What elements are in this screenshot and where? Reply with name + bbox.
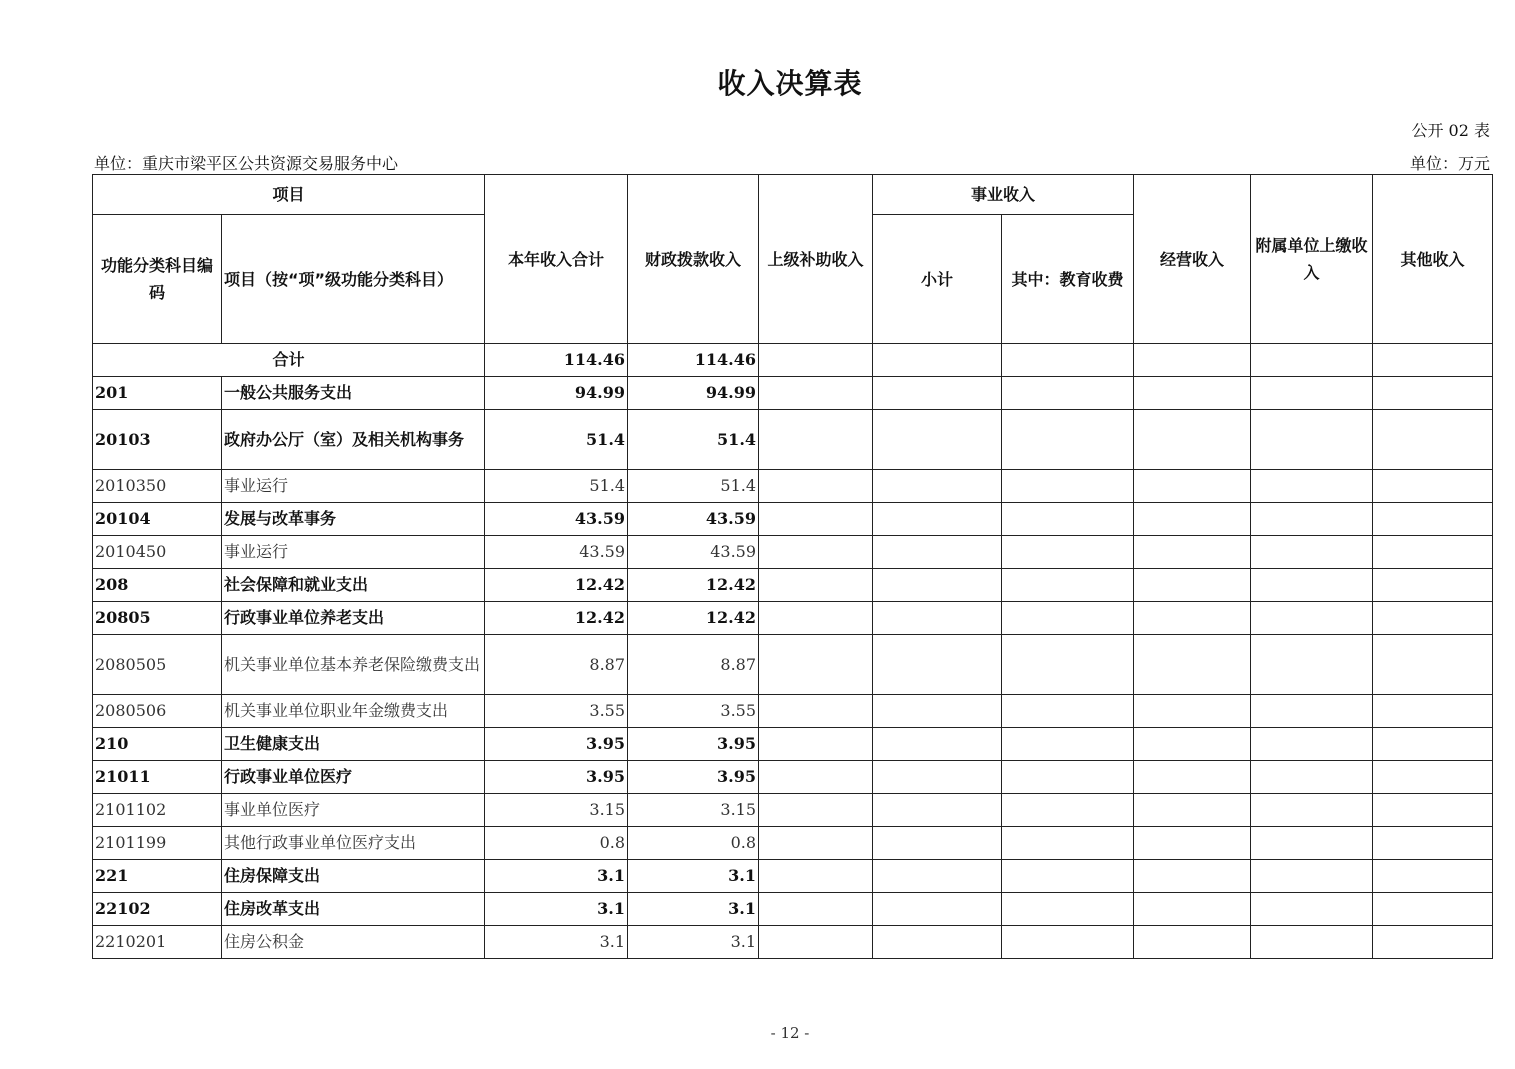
empty-cell xyxy=(1002,728,1134,761)
header-fiscal: 财政拨款收入 xyxy=(628,175,759,344)
empty-cell xyxy=(873,536,1002,569)
row-total-income: 12.42 xyxy=(485,569,628,602)
total-row xyxy=(93,344,1493,377)
header-other: 其他收入 xyxy=(1373,175,1493,344)
row-name: 机关事业单位职业年金缴费支出 xyxy=(222,695,485,728)
table-row xyxy=(93,602,1493,635)
empty-cell xyxy=(1373,635,1493,695)
table-row xyxy=(93,761,1493,794)
empty-cell xyxy=(1134,761,1251,794)
page-number: - 12 - xyxy=(770,1024,810,1042)
row-code: 21011 xyxy=(93,761,222,794)
row-name: 住房改革支出 xyxy=(222,893,485,926)
empty-cell xyxy=(1134,470,1251,503)
empty-cell xyxy=(1002,635,1134,695)
empty-cell xyxy=(1134,503,1251,536)
total-fiscal-value: 114.46 xyxy=(628,344,759,377)
row-fiscal: 43.59 xyxy=(628,536,759,569)
row-total-income: 3.95 xyxy=(485,728,628,761)
row-code: 2101102 xyxy=(93,794,222,827)
table-row xyxy=(93,410,1493,470)
empty-cell xyxy=(1373,377,1493,410)
empty-cell xyxy=(1134,893,1251,926)
row-name: 住房公积金 xyxy=(222,926,485,959)
empty-cell xyxy=(759,794,873,827)
row-code: 2210201 xyxy=(93,926,222,959)
empty-cell xyxy=(759,410,873,470)
empty-cell xyxy=(1134,926,1251,959)
row-name: 发展与改革事务 xyxy=(222,503,485,536)
row-fiscal: 3.95 xyxy=(628,728,759,761)
header-subtotal: 小计 xyxy=(873,215,1002,344)
row-code: 20103 xyxy=(93,410,222,470)
unit-organization: 单位：重庆市梁平区公共资源交易服务中心 xyxy=(94,154,399,173)
empty-cell xyxy=(1251,926,1373,959)
empty-cell xyxy=(873,470,1002,503)
empty-cell xyxy=(1002,860,1134,893)
empty-cell xyxy=(873,602,1002,635)
empty-cell xyxy=(873,860,1002,893)
empty-cell xyxy=(1134,569,1251,602)
empty-cell xyxy=(1251,893,1373,926)
empty-cell xyxy=(759,377,873,410)
empty-cell xyxy=(759,470,873,503)
row-name: 行政事业单位养老支出 xyxy=(222,602,485,635)
table-row xyxy=(93,695,1493,728)
empty-cell xyxy=(1251,728,1373,761)
row-fiscal: 43.59 xyxy=(628,503,759,536)
empty-cell xyxy=(1373,827,1493,860)
empty-cell xyxy=(1251,761,1373,794)
empty-cell xyxy=(873,635,1002,695)
empty-cell xyxy=(1373,503,1493,536)
empty-cell xyxy=(1134,827,1251,860)
row-total-income: 12.42 xyxy=(485,602,628,635)
empty-cell xyxy=(1251,860,1373,893)
empty-cell xyxy=(1251,470,1373,503)
empty-cell xyxy=(1373,860,1493,893)
empty-cell xyxy=(1002,410,1134,470)
row-total-income: 3.55 xyxy=(485,695,628,728)
empty-cell xyxy=(1002,761,1134,794)
empty-cell xyxy=(873,926,1002,959)
empty-cell xyxy=(873,410,1002,470)
row-total-income: 3.1 xyxy=(485,893,628,926)
table-row xyxy=(93,794,1493,827)
empty-cell xyxy=(873,827,1002,860)
table-row xyxy=(93,827,1493,860)
table-row xyxy=(93,893,1493,926)
header-total-income: 本年收入合计 xyxy=(485,175,628,344)
empty-cell xyxy=(1251,344,1373,377)
row-fiscal: 3.15 xyxy=(628,794,759,827)
empty-cell xyxy=(873,728,1002,761)
empty-cell xyxy=(1134,635,1251,695)
row-fiscal: 3.1 xyxy=(628,893,759,926)
empty-cell xyxy=(1251,827,1373,860)
empty-cell xyxy=(1002,602,1134,635)
row-fiscal: 3.1 xyxy=(628,926,759,959)
empty-cell xyxy=(1373,794,1493,827)
empty-cell xyxy=(759,536,873,569)
total-income-value: 114.46 xyxy=(485,344,628,377)
empty-cell xyxy=(1373,926,1493,959)
empty-cell xyxy=(1373,344,1493,377)
row-name: 事业单位医疗 xyxy=(222,794,485,827)
row-name: 一般公共服务支出 xyxy=(222,377,485,410)
row-name: 机关事业单位基本养老保险缴费支出 xyxy=(222,635,485,695)
row-fiscal: 51.4 xyxy=(628,470,759,503)
empty-cell xyxy=(1251,569,1373,602)
empty-cell xyxy=(1134,728,1251,761)
empty-cell xyxy=(759,344,873,377)
row-total-income: 3.1 xyxy=(485,860,628,893)
empty-cell xyxy=(759,728,873,761)
row-code: 201 xyxy=(93,377,222,410)
row-total-income: 3.95 xyxy=(485,761,628,794)
row-code: 2010450 xyxy=(93,536,222,569)
empty-cell xyxy=(1002,926,1134,959)
row-name: 事业运行 xyxy=(222,470,485,503)
empty-cell xyxy=(1002,893,1134,926)
empty-cell xyxy=(1134,860,1251,893)
empty-cell xyxy=(1002,569,1134,602)
empty-cell xyxy=(759,695,873,728)
empty-cell xyxy=(1134,695,1251,728)
row-name: 政府办公厅（室）及相关机构事务 xyxy=(222,410,485,470)
empty-cell xyxy=(1373,695,1493,728)
row-total-income: 43.59 xyxy=(485,536,628,569)
header-business-income: 事业收入 xyxy=(873,175,1134,215)
empty-cell xyxy=(873,761,1002,794)
empty-cell xyxy=(873,569,1002,602)
row-name: 事业运行 xyxy=(222,536,485,569)
empty-cell xyxy=(759,569,873,602)
empty-cell xyxy=(1002,344,1134,377)
empty-cell xyxy=(1251,794,1373,827)
empty-cell xyxy=(1373,893,1493,926)
empty-cell xyxy=(759,503,873,536)
table-row xyxy=(93,536,1493,569)
row-name: 其他行政事业单位医疗支出 xyxy=(222,827,485,860)
row-fiscal: 8.87 xyxy=(628,635,759,695)
row-fiscal: 94.99 xyxy=(628,377,759,410)
empty-cell xyxy=(1251,410,1373,470)
row-code: 2010350 xyxy=(93,470,222,503)
empty-cell xyxy=(1134,344,1251,377)
empty-cell xyxy=(1134,602,1251,635)
row-code: 210 xyxy=(93,728,222,761)
empty-cell xyxy=(1373,410,1493,470)
header-affiliated: 附属单位上缴收入 xyxy=(1251,175,1373,344)
header-code: 功能分类科目编码 xyxy=(93,215,222,344)
row-total-income: 3.15 xyxy=(485,794,628,827)
row-fiscal: 12.42 xyxy=(628,569,759,602)
row-name: 行政事业单位医疗 xyxy=(222,761,485,794)
empty-cell xyxy=(873,794,1002,827)
row-code: 2080506 xyxy=(93,695,222,728)
row-total-income: 51.4 xyxy=(485,470,628,503)
row-code: 20104 xyxy=(93,503,222,536)
empty-cell xyxy=(1251,503,1373,536)
row-total-income: 0.8 xyxy=(485,827,628,860)
row-name: 社会保障和就业支出 xyxy=(222,569,485,602)
empty-cell xyxy=(759,926,873,959)
total-label: 合计 xyxy=(93,344,485,377)
empty-cell xyxy=(759,635,873,695)
empty-cell xyxy=(1373,536,1493,569)
table-row xyxy=(93,503,1493,536)
empty-cell xyxy=(873,695,1002,728)
table-row xyxy=(93,470,1493,503)
empty-cell xyxy=(1002,470,1134,503)
empty-cell xyxy=(759,893,873,926)
header-name: 项目（按“项”级功能分类科目） xyxy=(222,215,485,344)
row-fiscal: 12.42 xyxy=(628,602,759,635)
empty-cell xyxy=(1134,794,1251,827)
empty-cell xyxy=(1002,827,1134,860)
header-superior-subsidy: 上级补助收入 xyxy=(759,175,873,344)
empty-cell xyxy=(1251,536,1373,569)
row-code: 2080505 xyxy=(93,635,222,695)
empty-cell xyxy=(1373,602,1493,635)
row-code: 2101199 xyxy=(93,827,222,860)
empty-cell xyxy=(1373,470,1493,503)
empty-cell xyxy=(759,602,873,635)
empty-cell xyxy=(873,893,1002,926)
table-row xyxy=(93,569,1493,602)
empty-cell xyxy=(1134,377,1251,410)
row-fiscal: 0.8 xyxy=(628,827,759,860)
row-total-income: 51.4 xyxy=(485,410,628,470)
header-operating: 经营收入 xyxy=(1134,175,1251,344)
empty-cell xyxy=(1373,761,1493,794)
empty-cell xyxy=(759,827,873,860)
empty-cell xyxy=(873,377,1002,410)
empty-cell xyxy=(1002,377,1134,410)
table-row xyxy=(93,860,1493,893)
empty-cell xyxy=(1134,410,1251,470)
row-name: 卫生健康支出 xyxy=(222,728,485,761)
page-title: 收入决算表 xyxy=(717,67,863,100)
empty-cell xyxy=(1251,695,1373,728)
empty-cell xyxy=(1251,635,1373,695)
form-number: 公开 02 表 xyxy=(1411,121,1490,140)
row-fiscal: 3.55 xyxy=(628,695,759,728)
table-row xyxy=(93,728,1493,761)
empty-cell xyxy=(1002,536,1134,569)
row-name: 住房保障支出 xyxy=(222,860,485,893)
row-total-income: 8.87 xyxy=(485,635,628,695)
row-total-income: 43.59 xyxy=(485,503,628,536)
empty-cell xyxy=(1373,569,1493,602)
row-code: 20805 xyxy=(93,602,222,635)
unit-currency: 单位：万元 xyxy=(1409,154,1490,173)
empty-cell xyxy=(873,503,1002,536)
empty-cell xyxy=(1373,728,1493,761)
empty-cell xyxy=(1002,695,1134,728)
empty-cell xyxy=(759,761,873,794)
header-education-fee: 其中：教育收费 xyxy=(1002,215,1134,344)
table-row xyxy=(93,926,1493,959)
row-code: 22102 xyxy=(93,893,222,926)
empty-cell xyxy=(759,860,873,893)
table-row xyxy=(93,635,1493,695)
row-fiscal: 3.1 xyxy=(628,860,759,893)
empty-cell xyxy=(873,344,1002,377)
row-code: 208 xyxy=(93,569,222,602)
header-project: 项目 xyxy=(93,175,485,215)
empty-cell xyxy=(1251,602,1373,635)
empty-cell xyxy=(1251,377,1373,410)
row-total-income: 3.1 xyxy=(485,926,628,959)
empty-cell xyxy=(1002,794,1134,827)
row-fiscal: 51.4 xyxy=(628,410,759,470)
row-code: 221 xyxy=(93,860,222,893)
table-row xyxy=(93,377,1493,410)
empty-cell xyxy=(1134,536,1251,569)
row-fiscal: 3.95 xyxy=(628,761,759,794)
empty-cell xyxy=(1002,503,1134,536)
row-total-income: 94.99 xyxy=(485,377,628,410)
income-table xyxy=(92,174,1493,959)
